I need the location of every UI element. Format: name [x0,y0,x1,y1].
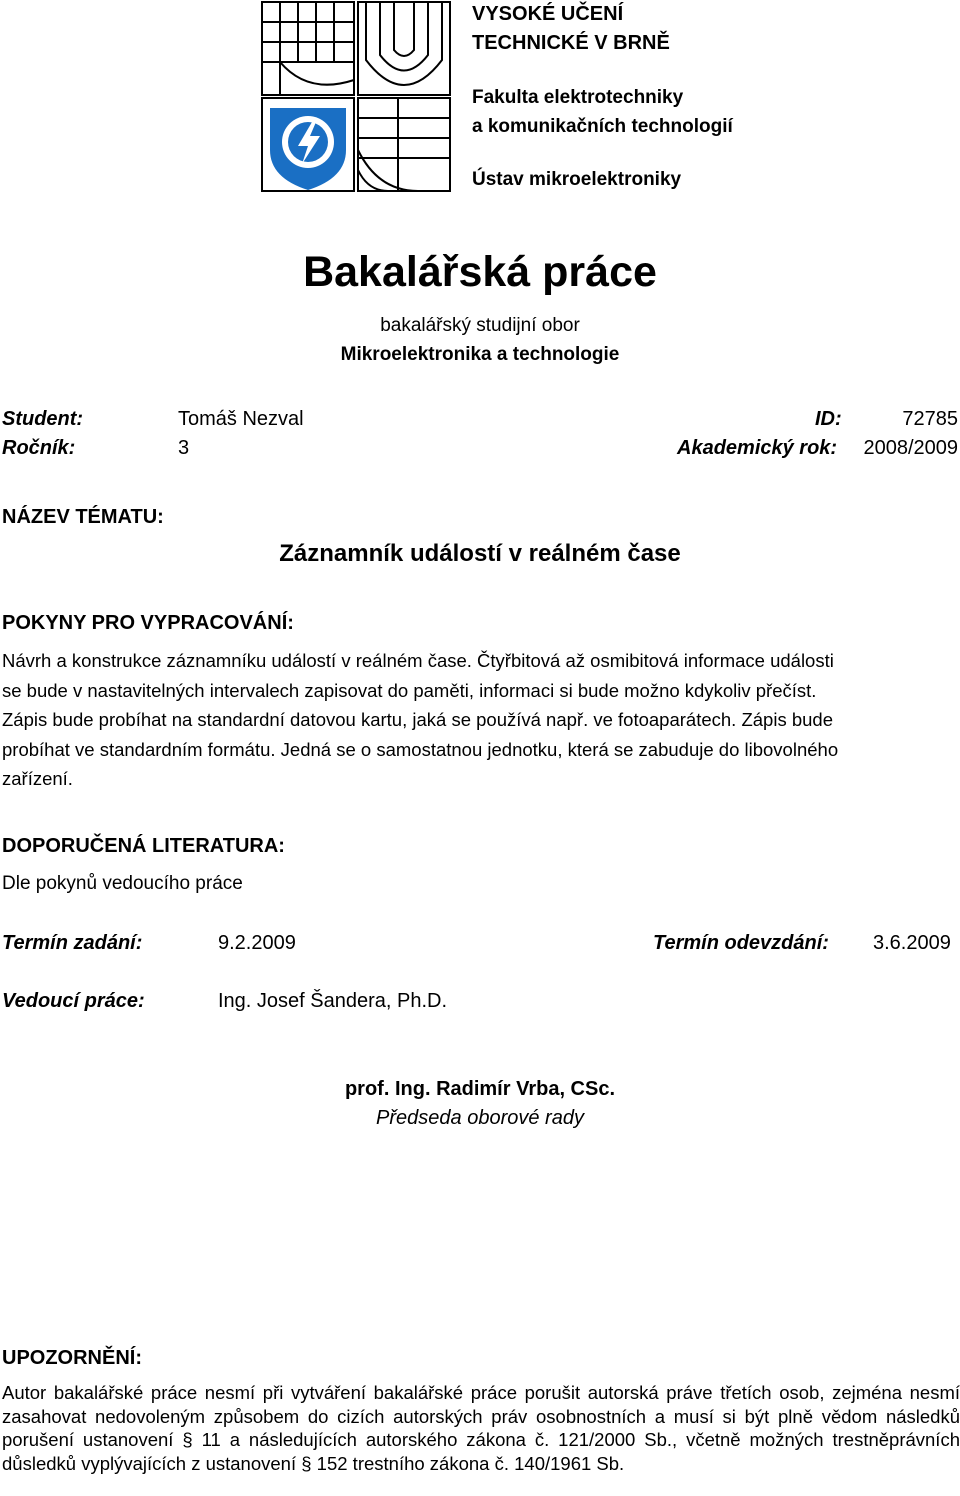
instructions-text [2,646,838,794]
id-value: 72785 [902,408,958,430]
due-date-value: 3.6.2009 [873,932,951,954]
academic-year-label: Akademický rok: [677,437,838,459]
instructions-line: zařízení. [2,768,73,789]
faculty-name-line1: Fakulta elektrotechniky [472,87,684,108]
university-name-line1: VYSOKÉ UČENÍ [472,3,624,25]
signature-name: prof. Ing. Radimír Vrba, CSc. [344,1078,616,1100]
institute-name: Ústav mikroelektroniky [472,169,682,190]
student-label: Student: [2,408,84,430]
assigned-date-value: 9.2.2009 [218,932,296,954]
faculty-name-line2: a komunikačních technologií [472,116,733,137]
literature-text: Dle pokynů vedoucího práce [2,873,243,894]
year-value: 3 [178,437,190,459]
supervisor-label: Vedoucí práce: [2,990,145,1012]
topic-heading: NÁZEV TÉMATU: [2,506,164,528]
year-label: Ročník: [2,437,76,459]
document-title: Bakalářská práce [303,248,657,296]
due-date-label: Termín odevzdání: [653,932,829,954]
topic-title: Záznamník událostí v reálném čase [279,540,681,567]
vut-logo-icon [258,0,454,195]
instructions-heading: POKYNY PRO VYPRACOVÁNÍ: [2,612,294,634]
warning-text: Autor bakalářské práce nesmí při vytváření bakalářské práce porušit autorská práve třetích osob, zejména nesmí zasahovat nedovoleným způsobem do cizích autorských práv osobnostních a musí si být plně vědom následků porušení ustanovení § 11 a následujících autorského zákona č. 121/2000 Sb., včetně možných trestněprávních důsledků vyplývajících z ustanovení § 152 trestního zákona č. 140/1961 Sb. [2,1382,960,1475]
literature-heading: DOPORUČENÁ LITERATURA: [2,835,285,857]
instructions-line: probíhat ve standardním formátu. Jedná se o samostatnou jednotku, která se zabuduje do libovolného [2,738,839,760]
instructions-line: Návrh a konstrukce záznamníku událostí v reálném čase. Čtyřbitová až osmibitová informace události [2,650,834,671]
supervisor-value: Ing. Josef Šandera, Ph.D. [218,990,448,1012]
warning-heading: UPOZORNĚNÍ: [2,1347,142,1369]
instructions-line: se bude v nastavitelných intervalech zapisovat do paměti, informaci si bude možno kdykoliv přečíst. [2,679,817,701]
student-value: Tomáš Nezval [178,408,304,430]
program-name: Mikroelektronika a technologie [340,344,620,365]
instructions-line: Zápis bude probíhat na standardní datovou kartu, jaká se používá např. ve fotoaparátech. Zápis bude [2,709,833,730]
id-label: ID: [815,408,842,430]
academic-year-value: 2008/2009 [863,437,958,459]
assigned-date-label: Termín zadání: [2,932,143,954]
university-name-line2: TECHNICKÉ V BRNĚ [472,32,670,54]
signature-role: Předseda oborové rady [376,1107,584,1129]
university-logo [258,0,454,195]
program-label: bakalářský studijní obor [380,315,580,336]
